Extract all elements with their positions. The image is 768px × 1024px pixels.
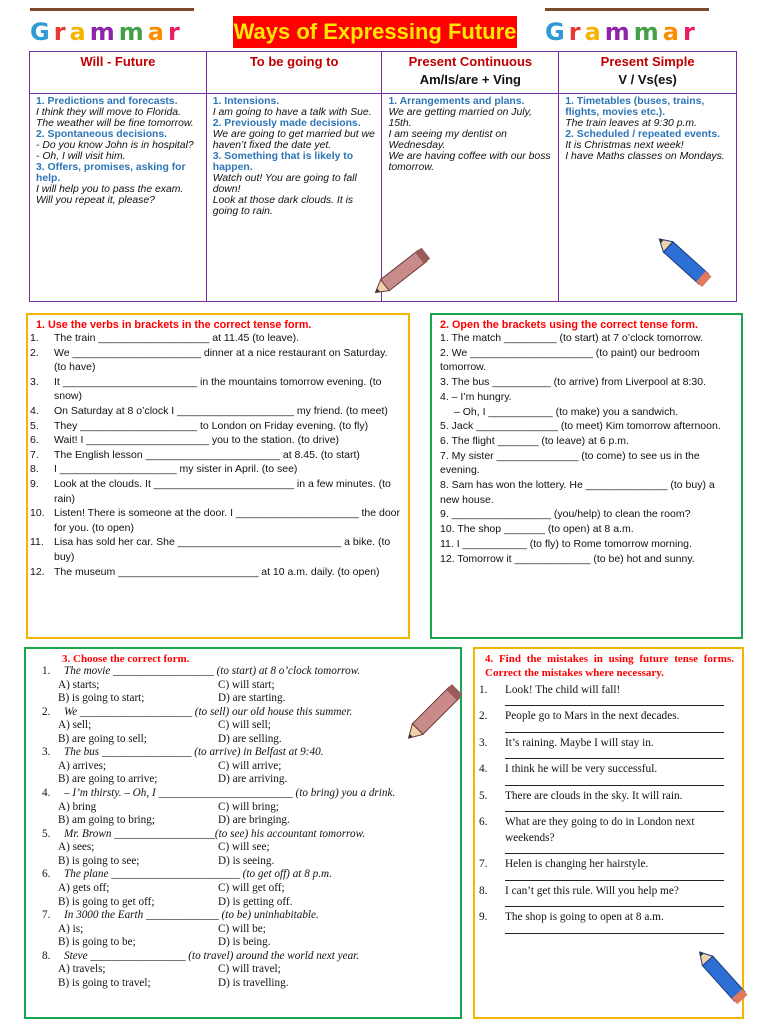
col-present-simple: 1. Timetables (buses, trains, flights, movies etc.). The train leaves at 9:30 p.m. 2. Scheduled / repeated events. It is Christmas next week! I have Maths classes on Mondays. — [559, 94, 737, 302]
exercise-2-item: 10. The shop _______ (to open) at 8 a.m. — [440, 523, 634, 536]
col-present-continuous: 1. Arrangements and plans. We are getting married on July, 15th. I am seeing my dentist on Wednesday. We are having coffee with our boss tomorrow. — [382, 94, 559, 302]
item-text: Lisa has sold her car. She ____________________________ a bike. (to buy) — [54, 536, 391, 563]
exercise-2-item: 4. – I’m hungry. — [440, 390, 512, 403]
item-number: 9. — [30, 477, 39, 490]
exercise-3-question — [26, 868, 460, 882]
exercise-3-question — [26, 746, 460, 760]
exercise-1-item — [30, 448, 402, 463]
exercise-2-title: 2. Open the brackets using the correct tense form. — [440, 319, 698, 331]
answer-option[interactable]: A) travels; — [58, 963, 106, 976]
answer-option[interactable]: A) sees; — [58, 841, 95, 854]
exercise-4-item — [475, 736, 742, 760]
answer-option[interactable]: B) am going to bring; — [58, 814, 155, 827]
item-sentence: I think he will be very successful. — [505, 763, 658, 776]
grammar-logo-left: G r a m m a r — [30, 2, 194, 46]
exercise-4-list — [475, 683, 742, 934]
answer-option[interactable]: C) will be; — [218, 922, 266, 935]
answer-option[interactable]: B) is going to be; — [58, 936, 136, 949]
item-number: 1. — [30, 332, 39, 344]
exercise-4-item — [475, 789, 742, 813]
answer-line[interactable] — [505, 804, 724, 812]
exercise-1-item — [30, 404, 402, 419]
exercise-3-question — [26, 909, 460, 923]
item-number: 8. — [479, 884, 488, 897]
item-number: 3. — [30, 375, 39, 388]
answer-option[interactable]: B) is going to travel; — [58, 976, 151, 989]
question-text: The plane _______________________ (to get off) at 8 p.m. — [64, 868, 332, 881]
answer-option[interactable]: C) will sell; — [218, 719, 271, 732]
answer-line[interactable] — [505, 751, 724, 759]
exercise-2-item: 5. Jack ______________ (to meet) Kim tomorrow afternoon. — [440, 420, 721, 433]
item-text: It _______________________ in the mountains tomorrow evening. (to snow) — [54, 375, 382, 403]
item-sentence: The shop is going to open at 8 a.m. — [505, 911, 664, 924]
answer-line[interactable] — [505, 926, 724, 934]
item-sentence: What are they going to do in London next weekends? — [505, 816, 695, 844]
exercise-1-item — [30, 419, 402, 434]
item-sentence: There are clouds in the sky. It will rain. — [505, 789, 683, 802]
item-number: 7. — [30, 448, 39, 461]
item-text: The museum ________________________ at 10 a.m. daily. (to open) — [54, 565, 380, 578]
item-number: 12. — [30, 565, 45, 578]
answer-options — [26, 760, 460, 787]
question-number: 7. — [42, 909, 51, 922]
answer-option[interactable]: D) is being. — [218, 936, 271, 949]
exercise-4-item — [475, 884, 742, 908]
exercise-3-question — [26, 706, 460, 720]
question-number: 5. — [42, 827, 51, 840]
answer-option[interactable]: A) arrives; — [58, 759, 107, 772]
answer-options — [26, 882, 460, 909]
item-text: Look at the clouds. It ________________________ in a few minutes. (to rain) — [54, 477, 391, 505]
col-will-future: 1. Predictions and forecasts. I think they will move to Florida. The weather will be fine tomorrow. 2. Spontaneous decisions. - Do you know John is in hospital? - Oh, I will visit him. 3. Offers, promises, asking for help. I will help you to pass the exam. Will you repeat it, please? — [30, 94, 207, 302]
exercise-2-list — [432, 331, 741, 566]
exercise-3-list — [26, 665, 460, 991]
item-text: We ______________________ dinner at a nice restaurant on Saturday. (to have) — [54, 346, 388, 374]
answer-option[interactable]: B) is going to start; — [58, 692, 145, 705]
answer-option[interactable]: C) will bring; — [218, 800, 279, 813]
exercise-3-question — [26, 787, 460, 801]
question-text: The movie __________________ (to start) at 8 o’clock tomorrow. — [64, 665, 361, 677]
item-number: 6. — [479, 816, 488, 829]
exercise-1-title: 1. Use the verbs in brackets in the correct tense form. — [36, 319, 312, 331]
item-number: 5. — [479, 789, 488, 802]
item-number: 5. — [30, 419, 39, 432]
exercise-2-item: 2. We _____________________ (to paint) our bedroom tomorrow. — [440, 346, 700, 374]
item-number: 11. — [30, 536, 44, 549]
answer-line[interactable] — [505, 725, 724, 733]
exercise-1-item — [30, 477, 402, 506]
item-sentence: It’s raining. Maybe I will stay in. — [505, 736, 654, 749]
exercise-3-question — [26, 950, 460, 964]
item-text: The train ___________________ at 11.45 (to leave). — [54, 332, 299, 344]
answer-option[interactable]: A) gets off; — [58, 881, 110, 894]
answer-option[interactable]: A) bring — [58, 800, 97, 813]
exercise-4-title: 4. Find the mistakes in using future tense forms. Correct the mistakes where necessary. — [485, 653, 734, 679]
exercise-1-list — [28, 331, 408, 579]
answer-option[interactable]: A) starts; — [58, 678, 100, 691]
question-text: Steve _________________ (to travel) around the world next year. — [64, 949, 360, 962]
item-text: I ____________________ my sister in April. (to see) — [54, 463, 298, 476]
exercise-1-item — [30, 433, 402, 448]
answer-option[interactable]: C) will arrive; — [218, 759, 282, 772]
item-text: They ____________________ to London on Friday evening. (to fly) — [54, 419, 369, 432]
pencil-icon — [368, 238, 438, 304]
item-number: 7. — [479, 858, 488, 871]
question-number: 4. — [42, 787, 51, 800]
question-text: Mr. Brown __________________(to see) his accountant tomorrow. — [64, 827, 366, 840]
question-text: In 3000 the Earth _____________ (to be) uninhabitable. — [64, 909, 319, 922]
exercise-1-item — [30, 565, 402, 580]
answer-line[interactable] — [505, 778, 724, 786]
exercise-3-question — [26, 665, 460, 679]
header-going-to: To be going to — [206, 52, 382, 94]
answer-option[interactable]: C) will start; — [218, 678, 275, 691]
exercise-3-question — [26, 828, 460, 842]
exercise-2-item: 7. My sister ______________ (to come) to see us in the evening. — [440, 449, 700, 477]
exercise-4-item — [475, 683, 742, 707]
item-number: 8. — [30, 463, 39, 476]
answer-option[interactable]: C) will get off; — [218, 881, 285, 894]
answer-option[interactable]: D) is seeing. — [218, 854, 275, 867]
answer-options — [26, 841, 460, 868]
exercise-4-item — [475, 815, 742, 854]
item-text: Wait! I _____________________ you to the station. (to drive) — [54, 434, 340, 447]
item-number: 4. — [30, 404, 39, 417]
answer-option[interactable]: D) are bringing. — [218, 814, 290, 827]
answer-option[interactable]: B) are going to sell; — [58, 732, 147, 745]
question-number: 8. — [42, 949, 51, 962]
exercise-2-item: 1. The match _________ (to start) at 7 o’clock tomorrow. — [440, 332, 704, 344]
item-sentence: Helen is changing her hairstyle. — [505, 858, 649, 871]
answer-options — [26, 801, 460, 828]
header-present-simple: Present Simple V / Vs(es) — [559, 52, 737, 94]
exercise-2-item: 8. Sam has won the lottery. He ______________ (to buy) a new house. — [440, 479, 715, 506]
question-text: The bus ________________ (to arrive) in Belfast at 9:40. — [64, 746, 324, 759]
pencil-icon — [650, 228, 722, 298]
answer-option[interactable]: B) is going to get off; — [58, 895, 155, 908]
answer-option[interactable]: D) are selling. — [218, 732, 282, 745]
item-text: Listen! There is someone at the door. I _____________________ the door for you. (to open) — [54, 507, 400, 534]
item-number: 10. — [30, 507, 45, 520]
page-title: Ways of Expressing Future — [233, 16, 517, 48]
item-text: The English lesson _______________________ at 8.45. (to start) — [54, 448, 360, 461]
header-present-continuous: Present Continuous Am/Is/are + Ving — [382, 52, 559, 94]
exercise-4-item — [475, 762, 742, 786]
question-number: 6. — [42, 868, 51, 881]
pencil-icon — [688, 940, 758, 1016]
exercise-2-item: 11. I ___________ (to fly) to Rome tomorrow morning. — [440, 537, 692, 550]
item-text: On Saturday at 8 o’clock I ____________________ my friend. (to meet) — [54, 404, 388, 417]
answer-option[interactable]: C) will see; — [218, 841, 270, 854]
grammar-logo-right: G r a m m a r — [545, 2, 709, 46]
answer-option[interactable]: B) are going to arrive; — [58, 773, 158, 786]
answer-options — [26, 963, 460, 990]
exercise-1 — [26, 313, 410, 639]
exercise-2-item: 3. The bus __________ (to arrive) from Liverpool at 8:30. — [440, 376, 706, 389]
item-number: 1. — [479, 683, 488, 696]
answer-line[interactable] — [505, 846, 724, 854]
answer-option[interactable]: A) is; — [58, 922, 84, 935]
exercise-4-item — [475, 709, 742, 733]
item-sentence: Look! The child will fall! — [505, 683, 621, 696]
answer-option[interactable]: A) sell; — [58, 719, 92, 732]
exercise-1-item — [30, 375, 402, 404]
item-number: 4. — [479, 763, 488, 776]
exercise-3-title: 3. Choose the correct form. — [62, 653, 190, 665]
answer-option[interactable]: D) is getting off. — [218, 895, 293, 908]
exercise-1-item — [30, 506, 402, 535]
question-number: 3. — [42, 746, 51, 759]
exercise-1-item — [30, 346, 402, 375]
answer-option[interactable]: D) is travelling. — [218, 976, 289, 989]
exercise-1-item — [30, 535, 402, 564]
question-text: We ____________________ (to sell) our old house this summer. — [64, 705, 353, 718]
item-sentence: I can’t get this rule. Will you help me? — [505, 884, 679, 897]
exercise-2 — [430, 313, 743, 639]
exercise-4-item — [475, 910, 742, 934]
answer-options — [26, 679, 460, 706]
answer-option[interactable]: D) are starting. — [218, 692, 286, 705]
exercise-1-item — [30, 462, 402, 477]
item-number: 3. — [479, 736, 488, 749]
exercise-1-item — [30, 331, 402, 346]
question-number: 1. — [42, 665, 51, 677]
answer-options — [26, 719, 460, 746]
answer-line[interactable] — [505, 873, 724, 881]
exercise-2-item: – Oh, I ___________ (to make) you a sandwich. — [454, 405, 679, 418]
item-number: 2. — [479, 710, 488, 723]
item-sentence: People go to Mars in the next decades. — [505, 710, 680, 723]
answer-options — [26, 923, 460, 950]
question-text: – I’m thirsty. – Oh, I ________________________ (to bring) you a drink. — [64, 787, 396, 800]
header-will-future: Will - Future — [30, 52, 207, 94]
question-number: 2. — [42, 705, 51, 718]
answer-option[interactable]: C) will travel; — [218, 963, 281, 976]
exercise-2-item: 6. The flight _______ (to leave) at 6 p.m. — [440, 434, 629, 447]
col-going-to: 1. Intensions. I am going to have a talk with Sue. 2. Previously made decisions. We are going to get married but we haven’t fixed the date yet. 3. Something that is likely to happen. Watch out! You are going to fall down! Look at those dark clouds. It is going to rain. — [206, 94, 382, 302]
item-number: 2. — [30, 346, 39, 359]
answer-line[interactable] — [505, 899, 724, 907]
item-number: 9. — [479, 911, 488, 924]
item-number: 6. — [30, 434, 39, 447]
exercise-2-item: 12. Tomorrow it _____________ (to be) hot and sunny. — [440, 552, 695, 565]
exercise-2-item: 9. _________________ (you/help) to clean the room? — [440, 508, 691, 521]
answer-option[interactable]: B) is going to see; — [58, 854, 140, 867]
pencil-icon — [396, 672, 474, 750]
answer-line[interactable] — [505, 698, 724, 706]
exercise-4-item — [475, 857, 742, 881]
answer-option[interactable]: D) are arriving. — [218, 773, 288, 786]
